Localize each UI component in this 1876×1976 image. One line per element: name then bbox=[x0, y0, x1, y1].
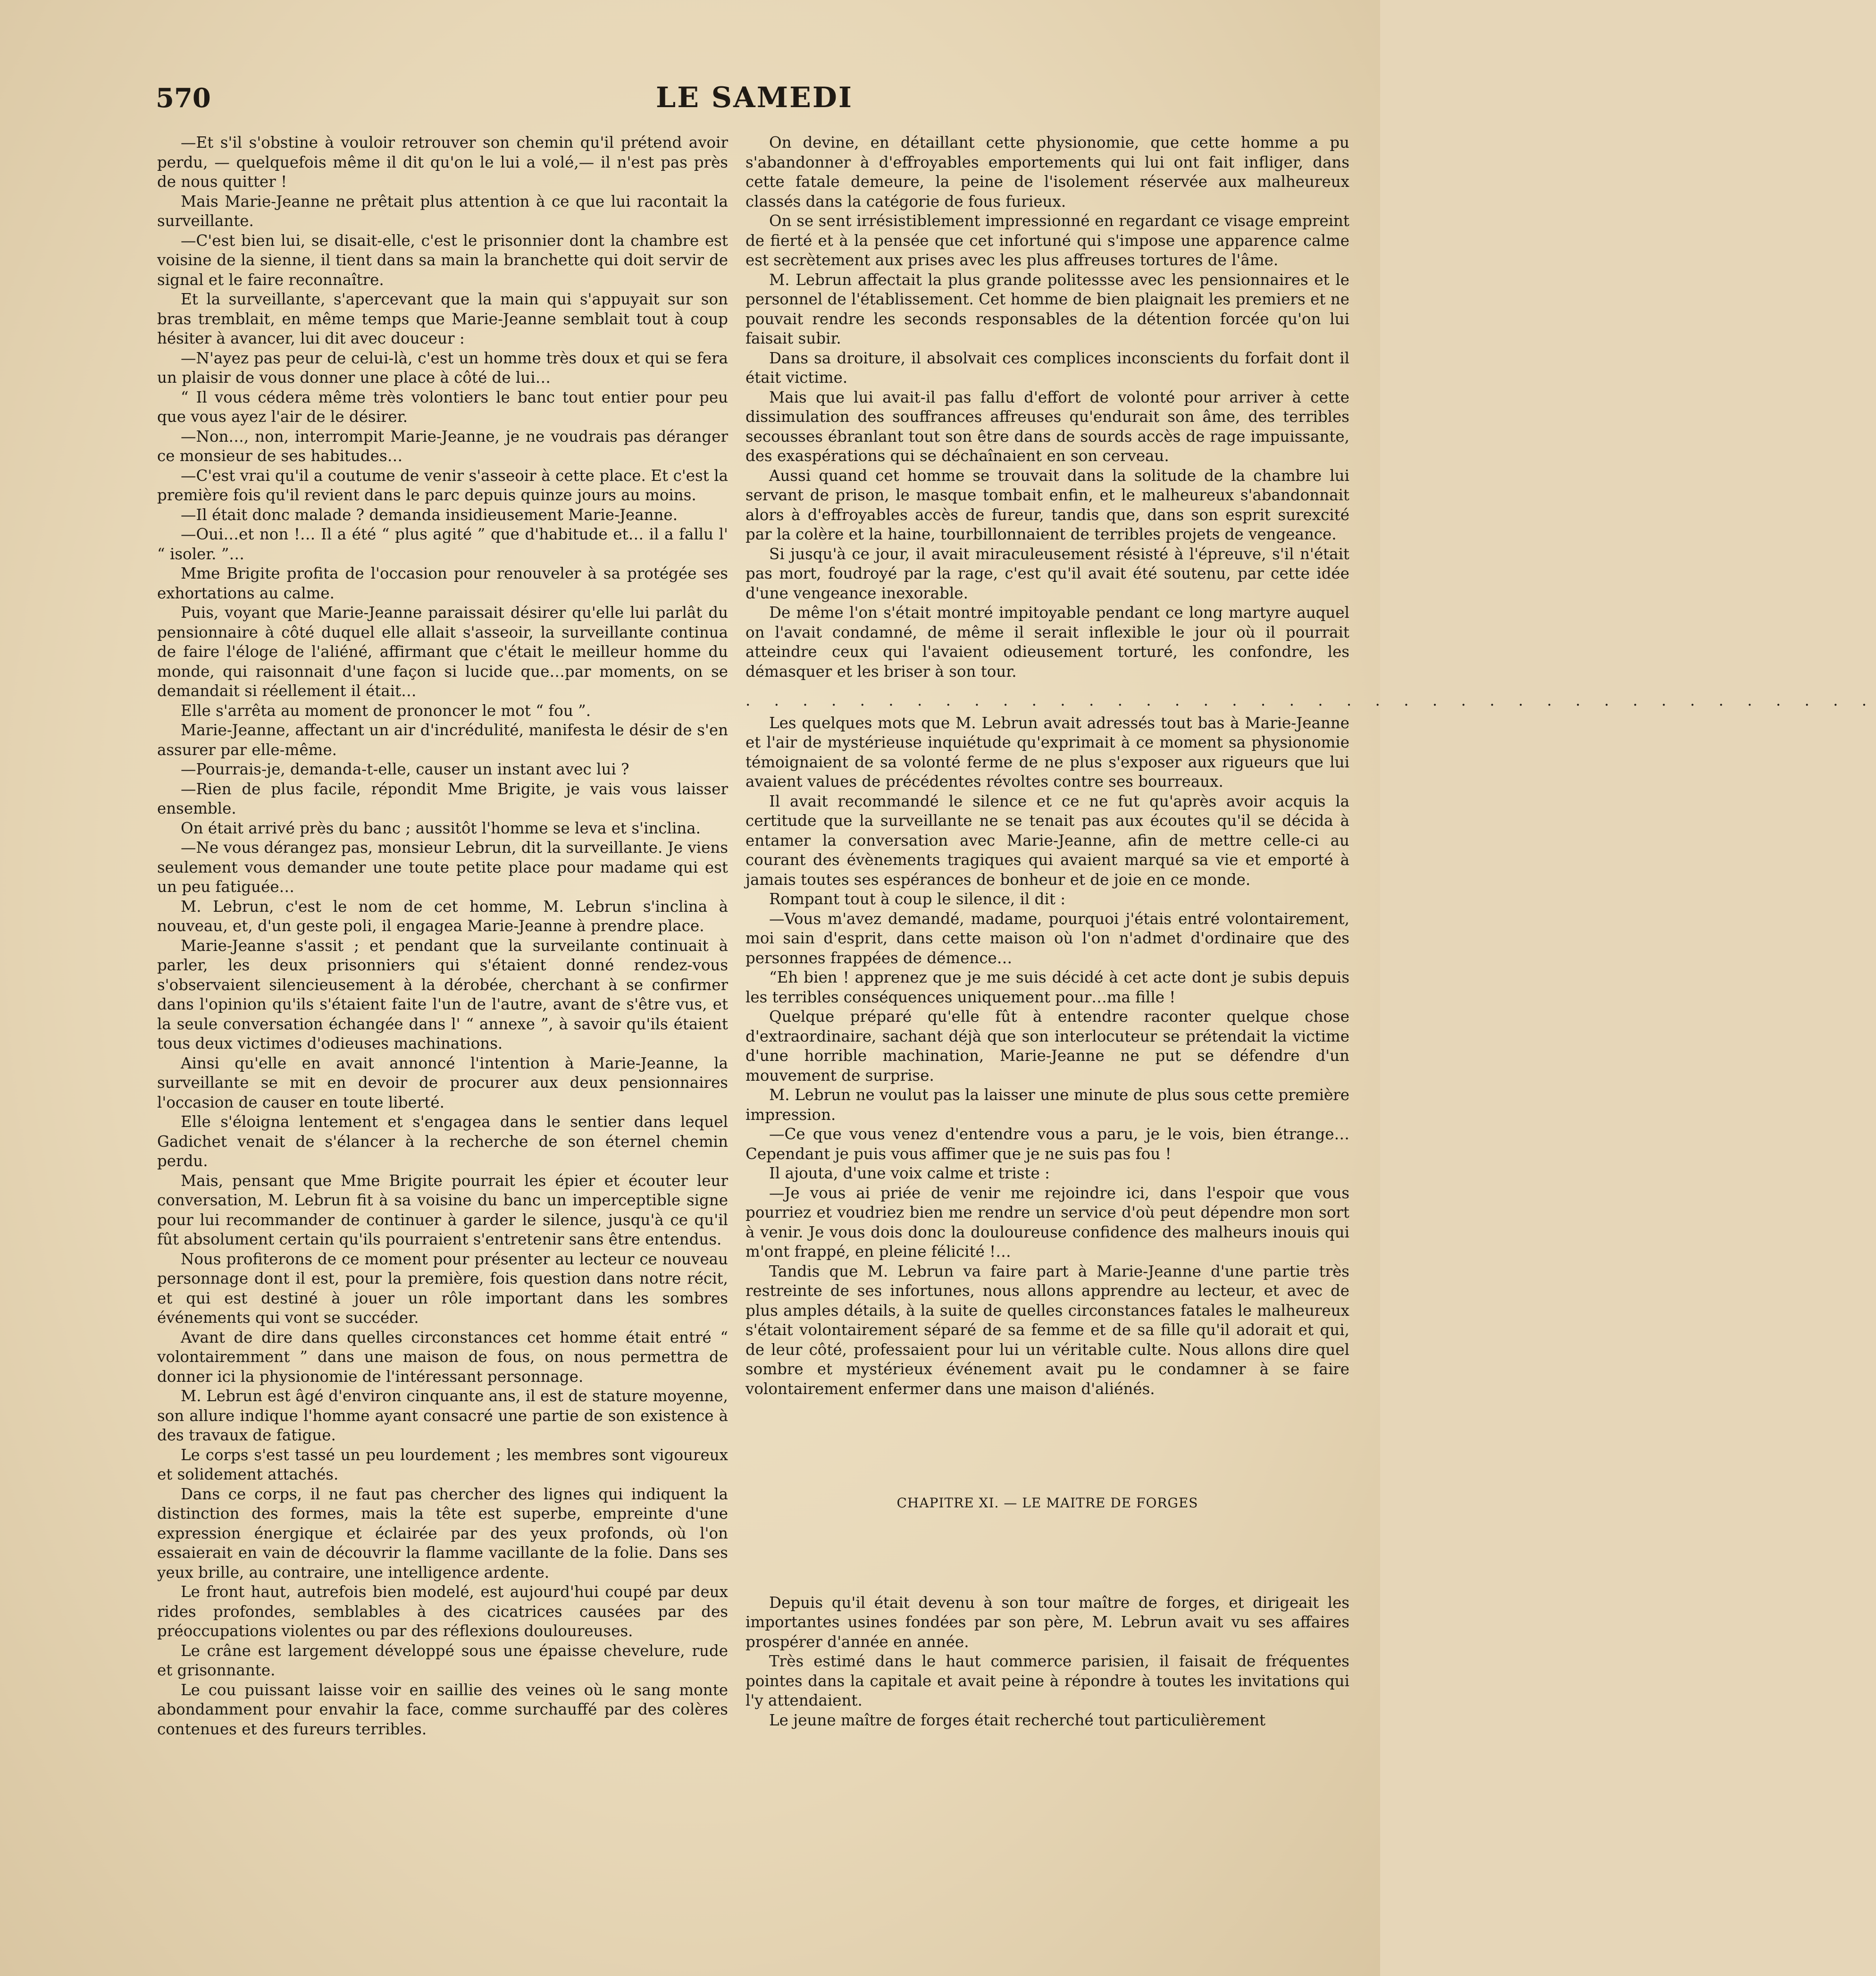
paragraph: M. Lebrun affectait la plus grande politessse avec les pensionnaires et le personnel de l'établissement. Cet homme de bien plaignait les premiers et ne pouvait rendre les seconds responsables de la détention forcée qu'on lui faisait subir. bbox=[745, 270, 1349, 347]
paragraph: “Eh bien ! apprenez que je me suis décidé à cet acte dont je subis depuis les terribles conséquences uniquement pour…ma fille ! bbox=[745, 968, 1349, 1006]
paragraph: De même l'on s'était montré impitoyable pendant ce long martyre auquel on l'avait condamné, de même il serait inflexible le jour où il pourrait atteindre ceux qui l'avaient odieusement torturé, les confondre, les démasquer et les briser à son tour. bbox=[745, 604, 1349, 681]
paragraph: Le cou puissant laisse voir en saillie des veines où le sang monte abondamment pour envahir la face, comme surchauffé par des colères contenues et des fureurs terribles. bbox=[157, 1681, 728, 1738]
right-column-part-two bbox=[745, 714, 1349, 1399]
paragraph: Puis, voyant que Marie-Jeanne paraissait désirer qu'elle lui parlât du pensionnaire à côté duquel elle allait s'asseoir, la surveillante continua de faire l'éloge de l'aliéné, affirmant que c'était le meilleur homme du monde, qui raisonnait d'une façon si lucide que…par moments, on se demandait si réellement il était… bbox=[157, 604, 728, 700]
paragraph: Le jeune maître de forges était recherché tout particulièrement bbox=[769, 1711, 1266, 1729]
paragraph: Le corps s'est tassé un peu lourdement ; les membres sont vigoureux et solidement attachés. bbox=[157, 1446, 728, 1483]
paragraph: Rompant tout à coup le silence, il dit : bbox=[769, 890, 1066, 908]
running-title: LE SAMEDI bbox=[656, 81, 853, 114]
chapter-text bbox=[745, 1593, 1349, 1731]
paragraph: —Ce que vous venez d'entendre vous a paru, je le vois, bien étrange… Cependant je puis vous affimer que je ne suis pas fou ! bbox=[745, 1125, 1349, 1163]
page-number: 570 bbox=[156, 83, 211, 114]
paragraph: Les quelques mots que M. Lebrun avait adressés tout bas à Marie-Jeanne et l'air de mystérieuse inquiétude qu'exprimait à ce moment sa physionomie témoignaient de sa volonté ferme de ne plus s'exposer aux rigueurs que lui avaient values de précédentes révoltes contre ses bourreaux. bbox=[745, 714, 1349, 790]
paragraph: —Oui…et non !… Il a été “ plus agité ” que d'habitude et… il a fallu l' “ isoler. ”… bbox=[157, 525, 728, 563]
paragraph: —C'est vrai qu'il a coutume de venir s'asseoir à cette place. Et c'est la première fois qu'il revient dans le parc depuis quinze jours au moins. bbox=[157, 466, 728, 504]
paragraph: Mais que lui avait-il pas fallu d'effort de volonté pour arriver à cette dissimulation des souffrances affreuses qu'endurait son âme, des terribles secousses ébranlant tout son être dans de sourds accès de rage impuissante, des exaspérations qui se déchaînaient en son cerveau. bbox=[745, 388, 1349, 465]
paragraph: On était arrivé près du banc ; aussitôt l'homme se leva et s'inclina. bbox=[181, 819, 701, 837]
paragraph: Quelque préparé qu'elle fût à entendre raconter quelque chose d'extraordinaire, sachant déjà que son interlocuteur se prétendait la victime d'une horrible machination, Marie-Jeanne ne put se défendre d'un mouvement de surprise. bbox=[745, 1008, 1349, 1085]
paragraph: M. Lebrun ne voulut pas la laisser une minute de plus sous cette première impression. bbox=[745, 1086, 1349, 1124]
paragraph: Il avait recommandé le silence et ce ne fut qu'après avoir acquis la certitude que la surveillante ne se tenait pas aux écoutes qu'il se décida à entamer la conversation avec Marie-Jeanne, afin de mettre celle-ci au courant des évènements tragiques qui avaient marqué sa vie et emporté à jamais toutes ses espérances de bonheur et de joie en ce monde. bbox=[745, 792, 1349, 889]
paragraph: —C'est bien lui, se disait-elle, c'est le prisonnier dont la chambre est voisine de la sienne, il tient dans sa main la branchette qui doit servir de signal et le faire reconnaître. bbox=[157, 231, 728, 289]
paragraph: On se sent irrésistiblement impressionné en regardant ce visage empreint de fierté et à la pensée que cet infortuné qui s'impose une apparence calme est secrètement aux prises avec les plus affreuses tortures de l'âme. bbox=[745, 212, 1349, 269]
paragraph: Ainsi qu'elle en avait annoncé l'intention à Marie-Jeanne, la surveillante se mit en devoir de procurer aux deux pensionnaires l'occasion de causer en toute liberté. bbox=[157, 1054, 728, 1111]
paragraph: —Rien de plus facile, répondit Mme Brigite, je vais vous laisser ensemble. bbox=[157, 780, 728, 817]
paragraph: Nous profiterons de ce moment pour présenter au lecteur ce nouveau personnage dont il est, pour la première, fois question dans notre récit, et qui est destiné à jouer un rôle important dans les sombres événements qui vont se succéder. bbox=[157, 1250, 728, 1327]
paragraph: —Je vous ai priée de venir me rejoindre ici, dans l'espoir que vous pourriez et voudriez bien me rendre un service d'où peut dépendre mon sort à venir. Je vous dois donc la douloureuse confidence des malheurs inouis qui m'ont frappé, en pleine félicité !… bbox=[745, 1184, 1349, 1261]
left-column bbox=[157, 133, 728, 1739]
paragraph: Mais Marie-Jeanne ne prêtait plus attention à ce que lui racontait la surveillante. bbox=[157, 192, 728, 230]
paragraph: Le front haut, autrefois bien modelé, est aujourd'hui coupé par deux rides profondes, semblables à des cicatrices causées par des préoccupations violentes ou par des réflexions douloureuses. bbox=[157, 1583, 728, 1640]
section-separator: . . . . . . . . . . . . . . . . . . . . . . . . . . . . . . . . . . . . . . . . bbox=[745, 691, 1876, 709]
paragraph: Tandis que M. Lebrun va faire part à Marie-Jeanne d'une partie très restreinte de ses infortunes, nous allons apprendre au lecteur, et avec de plus amples détails, à la suite de quelles circonstances fatales le malheureux s'était volontairement séparé de sa femme et de sa fille qu'il adorait et qui, de leur côté, professaient pour lui un véritable culte. Nous allons dire quel sombre et mystérieux événement avait pu le condamner à se faire volontairement enfermer dans une maison d'aliénés. bbox=[745, 1262, 1349, 1398]
paragraph: Et la surveillante, s'apercevant que la main qui s'appuyait sur son bras tremblait, en même temps que Marie-Jeanne semblait tout à coup hésiter à avancer, lui dit avec douceur : bbox=[157, 290, 728, 347]
right-column bbox=[745, 133, 1876, 1730]
paragraph: On devine, en détaillant cette physionomie, que cette homme a pu s'abandonner à d'effroyables emportements qui lui ont fait infliger, dans cette fatale demeure, la peine de l'isolement réservée aux malheureux classés dans la catégorie de fous furieux. bbox=[745, 134, 1349, 210]
paragraph: Si jusqu'à ce jour, il avait miraculeusement résisté à l'épreuve, s'il n'était pas mort, foudroyé par la rage, c'est qu'il avait été soutenu, par cette idée d'une vengeance inexorable. bbox=[745, 545, 1349, 602]
paragraph: Elle s'arrêta au moment de prononcer le mot “ fou ”. bbox=[181, 701, 591, 720]
paragraph: Il ajouta, d'une voix calme et triste : bbox=[769, 1164, 1050, 1182]
paragraph: Elle s'éloigna lentement et s'engagea dans le sentier dans lequel Gadichet venait de s'élancer à la recherche de son éternel chemin perdu. bbox=[157, 1113, 728, 1170]
paragraph: Le crâne est largement développé sous une épaisse chevelure, rude et grisonnante. bbox=[157, 1641, 728, 1679]
paragraph: —N'ayez pas peur de celui-là, c'est un homme très doux et qui se fera un plaisir de vous donner une place à côté de lui… bbox=[157, 349, 728, 387]
paragraph: —Vous m'avez demandé, madame, pourquoi j'étais entré volontairement, moi sain d'esprit, dans cette maison où l'on n'admet d'ordinaire que des personnes frappées de démence… bbox=[745, 909, 1349, 967]
paragraph: Depuis qu'il était devenu à son tour maître de forges, et dirigeait les importantes usines fondées par son père, M. Lebrun avait vu ses affaires prospérer d'année en année. bbox=[745, 1593, 1349, 1651]
paragraph: Mme Brigite profita de l'occasion pour renouveler à sa protégée ses exhortations au calme. bbox=[157, 564, 728, 602]
paragraph: —Et s'il s'obstine à vouloir retrouver son chemin qu'il prétend avoir perdu, — quelquefois même il dit qu'on le lui a volé,— il n'est pas près de nous quitter ! bbox=[157, 134, 728, 191]
paragraph: Très estimé dans le haut commerce parisien, il faisait de fréquentes pointes dans la capitale et avait peine à répondre à toutes les invitations qui l'y attendaient. bbox=[745, 1652, 1349, 1709]
paragraph: —Il était donc malade ? demanda insidieusement Marie-Jeanne. bbox=[181, 505, 678, 524]
paragraph: —Pourrais-je, demanda-t-elle, causer un instant avec lui ? bbox=[181, 760, 629, 778]
paragraph: Dans ce corps, il ne faut pas chercher des lignes qui indiquent la distinction des formes, mais la tête est superbe, empreinte d'une expression énergique et éclairée par des yeux profonds, où l'on essaierait en vain de découvrir la flamme vacillante de la folie. Dans ses yeux brille, au contraire, une intelligence ardente. bbox=[157, 1485, 728, 1581]
paragraph: “ Il vous cédera même très volontiers le banc tout entier pour peu que vous ayez l'air de le désirer. bbox=[157, 388, 728, 426]
paragraph: Avant de dire dans quelles circonstances cet homme était entré “ volontairemment ” dans une maison de fous, on nous permettra de donner ici la physionomie de l'intéressant personnage. bbox=[157, 1328, 728, 1386]
paragraph: —Non…, non, interrompit Marie-Jeanne, je ne voudrais pas déranger ce monsieur de ses habitudes… bbox=[157, 427, 728, 465]
paragraph: Dans sa droiture, il absolvait ces complices inconscients du forfait dont il était victime. bbox=[745, 349, 1349, 387]
chapter-heading: CHAPITRE XI. — LE MAITRE DE FORGES bbox=[896, 1495, 1198, 1511]
paragraph: M. Lebrun, c'est le nom de cet homme, M. Lebrun s'inclina à nouveau, et, d'un geste poli, il engagea Marie-Jeanne à prendre place. bbox=[157, 897, 728, 935]
paragraph: —Ne vous dérangez pas, monsieur Lebrun, dit la surveillante. Je viens seulement vous demander une toute petite place pour madame qui est un peu fatiguée… bbox=[157, 839, 728, 896]
paragraph: Mais, pensant que Mme Brigite pourrait les épier et écouter leur conversation, M. Lebrun fit à sa voisine du banc un imperceptible signe pour lui recommander de continuer à garder le silence, jusqu'à ce qu'il fût absolument certain qu'ils pourraient s'entretenir sans être entendus. bbox=[157, 1171, 728, 1248]
paragraph: Marie-Jeanne s'assit ; et pendant que la surveilante continuait à parler, les deux prisonniers qui s'étaient donné rendez-vous s'observaient silencieusement à la dérobée, cherchant à se confirmer dans l'opinion qu'ils s'étaient faite l'un de l'autre, avant de s'être vus, et la seule conversation échangée dans l' “ annexe ”, à savoir qu'ils étaient tous deux victimes d'odieuses machinations. bbox=[157, 936, 728, 1052]
paragraph: Marie-Jeanne, affectant un air d'incrédulité, manifesta le désir de s'en assurer par elle-même. bbox=[157, 721, 728, 759]
paragraph: Aussi quand cet homme se trouvait dans la solitude de la chambre lui servant de prison, le masque tombait enfin, et le malheureux s'abandonnait alors à d'effroyables accès de fureur, tandis que, dans son esprit surexcité par la colère et la haine, tourbillonnaient de terribles projets de vengeance. bbox=[745, 466, 1349, 543]
right-column-part-one bbox=[745, 133, 1349, 681]
paragraph: M. Lebrun est âgé d'environ cinquante ans, il est de stature moyenne, son allure indique l'homme ayant consacré une partie de son existence à des travaux de fatigue. bbox=[157, 1387, 728, 1444]
